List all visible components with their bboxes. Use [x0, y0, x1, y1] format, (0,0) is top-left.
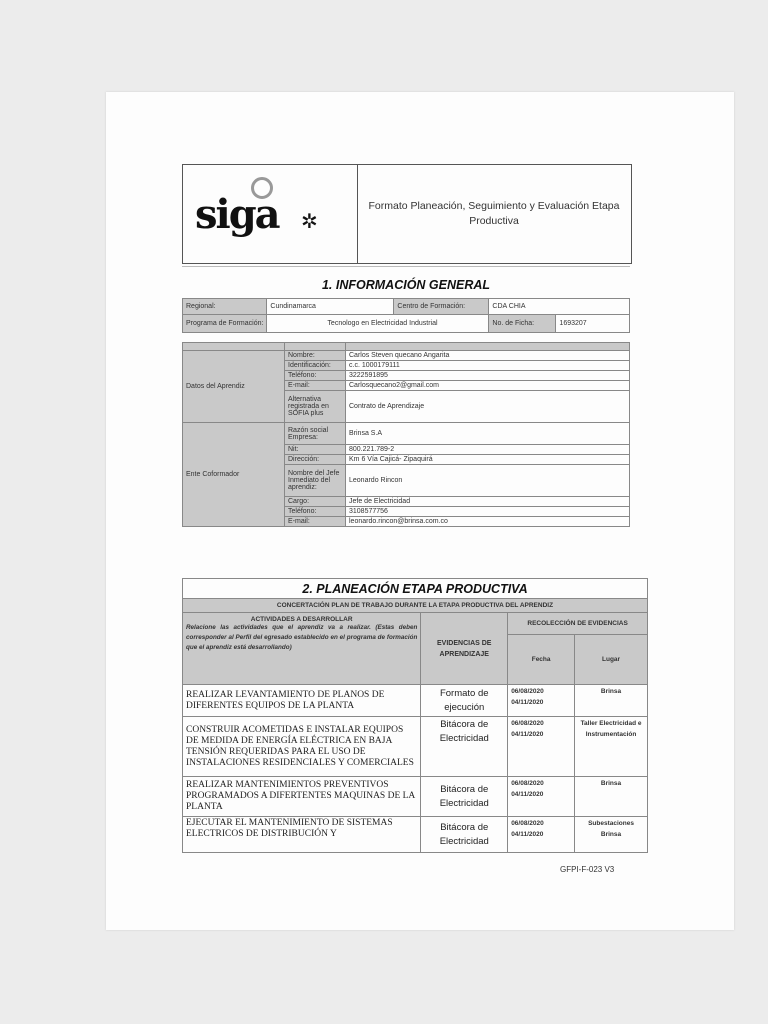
section1-title: 1. INFORMACIÓN GENERAL — [321, 278, 491, 292]
fecha-fin: 04/11/2020 — [511, 791, 544, 798]
centro-value: CDA CHIA — [489, 299, 630, 315]
ente-label: Teléfono: — [285, 507, 346, 517]
lugar-header: Lugar — [575, 635, 648, 685]
fecha-cell — [508, 685, 575, 717]
general-info-table — [182, 298, 630, 333]
regional-value: Cundinamarca — [267, 299, 394, 315]
siga-logo: siga — [195, 191, 279, 238]
programa-value: Tecnologo en Electricidad Industrial — [267, 315, 489, 333]
ente-value: Km 6 Vía Cajicá- Zipaquirá — [346, 455, 630, 465]
actividad-cell: EJECUTAR EL MANTENIMIENTO DE SISTEMAS ELECTRICOS DE DISTRIBUCIÓN Y — [183, 817, 421, 853]
lugar-cell: Brinsa — [575, 777, 648, 817]
fecha-inicio: 06/08/2020 — [511, 688, 544, 695]
divider — [182, 266, 630, 267]
centro-label: Centro de Formación: — [394, 299, 489, 315]
evidencia-cell: Bitácora de Electricidad — [421, 817, 508, 853]
ente-value: leonardo.rincon@brinsa.com.co — [346, 517, 630, 527]
aprendiz-value: Carlosquecano2@gmail.com — [346, 381, 630, 391]
form-title: Formato Planeación, Seguimiento y Evaluación Etapa Productiva — [368, 200, 620, 227]
evidencia-cell: Bitácora de Electricidad — [421, 717, 508, 777]
fecha-header: Fecha — [508, 635, 575, 685]
evidencias-header: EVIDENCIAS DE APRENDIZAJE — [421, 613, 508, 685]
section2-subtitle: CONCERTACIÓN PLAN DE TRABAJO DURANTE LA ETAPA PRODUCTIVA DEL APRENDIZ — [183, 599, 648, 613]
ente-value: 800.221.789-2 — [346, 445, 630, 455]
aprendiz-value: Contrato de Aprendizaje — [346, 391, 630, 423]
actividades-title: ACTIVIDADES A DESARROLLAR — [250, 616, 353, 623]
aprendiz-label: E-mail: — [285, 381, 346, 391]
logo-area — [183, 165, 358, 263]
fecha-inicio: 06/08/2020 — [511, 820, 544, 827]
regional-label: Regional: — [183, 299, 267, 315]
medal-icon — [251, 177, 273, 199]
fecha-inicio: 06/08/2020 — [511, 720, 544, 727]
aprendiz-value: c.c. 1000179111 — [346, 361, 630, 371]
ente-value: Jefe de Electricidad — [346, 497, 630, 507]
ente-label: Razón social Empresa: — [285, 423, 346, 445]
aprendiz-label: Identificación: — [285, 361, 346, 371]
ficha-label: No. de Ficha: — [489, 315, 556, 333]
actividades-header — [183, 613, 421, 685]
form-header — [182, 164, 632, 264]
aprendiz-label: Nombre: — [285, 351, 346, 361]
ente-label: Cargo: — [285, 497, 346, 507]
lugar-cell: Brinsa — [575, 685, 648, 717]
programa-label: Programa de Formación: — [183, 315, 267, 333]
fecha-cell — [508, 777, 575, 817]
lugar-cell: Taller Electricidad e Instrumentación — [575, 717, 648, 777]
aprendiz-value: 3222591895 — [346, 371, 630, 381]
ente-label: Nombre del Jefe Inmediato del aprendiz: — [285, 465, 346, 497]
section2-title: 2. PLANEACIÓN ETAPA PRODUCTIVA — [302, 581, 528, 596]
aprendiz-label: Alternativa registrada en SOFIA plus — [285, 391, 346, 423]
fecha-fin: 04/11/2020 — [511, 731, 544, 738]
actividad-cell: REALIZAR MANTENIMIENTOS PREVENTIVOS PROGRAMADOS A DIFERTENTES MAQUINAS DE LA PLANTA — [183, 777, 421, 817]
ente-value: Brinsa S.A — [346, 423, 630, 445]
actividades-note: Relacione las actividades que el aprendiz va a realizar. (Estas deben corresponder al Perfil del egresado establecido en el programa de formación que el aprendiz está desarrollando) — [186, 624, 418, 651]
ente-label: Nit: — [285, 445, 346, 455]
fecha-cell — [508, 817, 575, 853]
planeacion-table — [182, 578, 648, 853]
fecha-inicio: 06/08/2020 — [511, 780, 544, 787]
document-page — [106, 92, 734, 930]
ente-label: Dirección: — [285, 455, 346, 465]
evidencia-cell: Bitácora de Electricidad — [421, 777, 508, 817]
aprendiz-ente-table — [182, 342, 630, 527]
blank-cell — [183, 343, 285, 351]
ente-value: Leonardo Rincon — [346, 465, 630, 497]
aprendiz-label: Teléfono: — [285, 371, 346, 381]
lugar-cell: Subestaciones Brinsa — [575, 817, 648, 853]
ficha-value: 1693207 — [556, 315, 630, 333]
fecha-fin: 04/11/2020 — [511, 831, 544, 838]
fecha-fin: 04/11/2020 — [511, 699, 544, 706]
evidencia-cell: Formato de ejecución — [421, 685, 508, 717]
sena-logo-icon: ✲ — [301, 211, 318, 233]
actividad-cell: CONSTRUIR ACOMETIDAS E INSTALAR EQUIPOS DE MEDIDA DE ENERGÍA ELÉCTRICA EN BAJA TENSIÓN REQUERIDAS PARA EL USO DE INSTALACIONES RESIDENCIALES Y COMERCIALES — [183, 717, 421, 777]
actividad-cell: REALIZAR LEVANTAMIENTO DE PLANOS DE DIFERENTES EQUIPOS DE LA PLANTA — [183, 685, 421, 717]
ente-value: 3108577756 — [346, 507, 630, 517]
aprendiz-group-label: Datos del Aprendiz — [183, 351, 285, 423]
form-code: GFPI-F-023 V3 — [560, 865, 615, 874]
fecha-cell — [508, 717, 575, 777]
ente-label: E-mail: — [285, 517, 346, 527]
recoleccion-header: RECOLECCIÓN DE EVIDENCIAS — [508, 613, 648, 635]
ente-group-label: Ente Coformador — [183, 423, 285, 527]
aprendiz-value: Carlos Steven quecano Angarita — [346, 351, 630, 361]
